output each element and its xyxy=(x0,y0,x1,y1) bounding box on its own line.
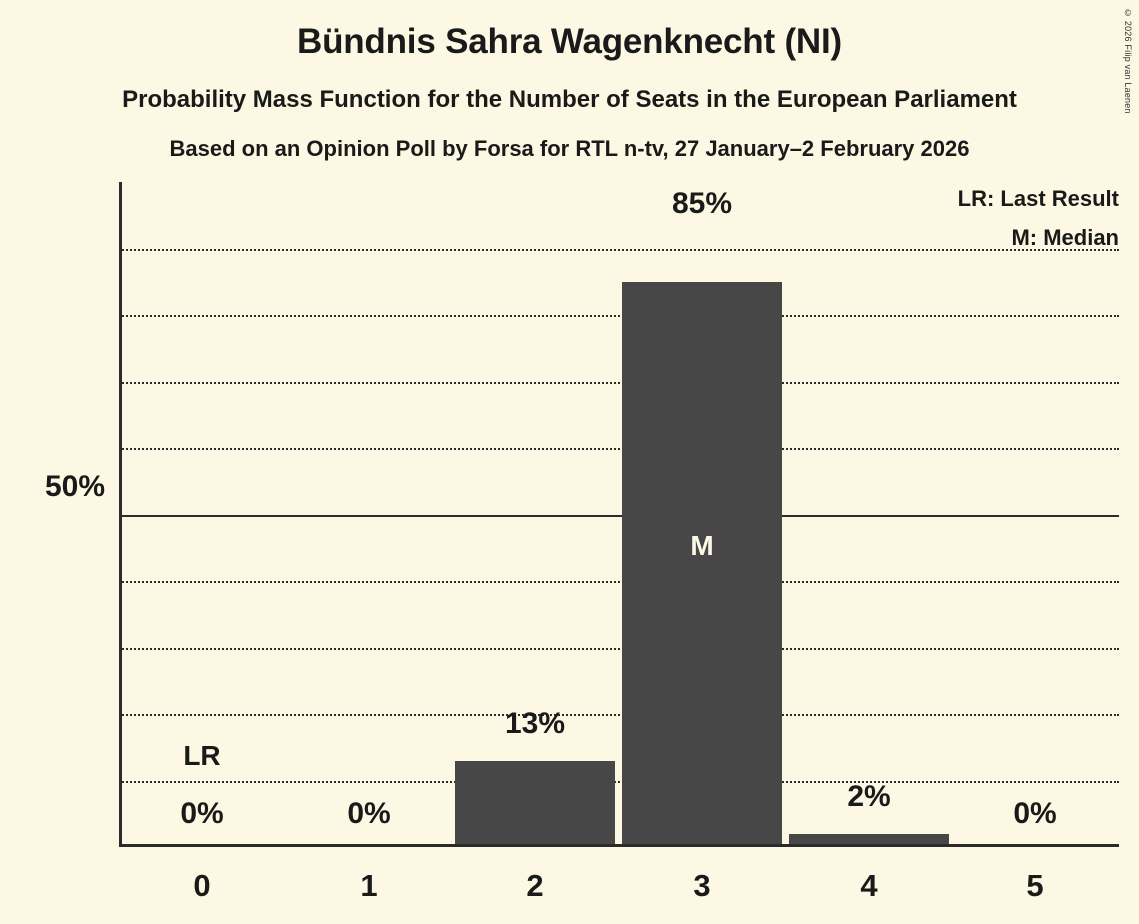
gridline-20 xyxy=(119,714,1119,716)
x-tick-0: 0 xyxy=(193,868,211,903)
chart-source-subtitle: Based on an Opinion Poll by Forsa for RTL n-tv, 27 January–2 February 2026 xyxy=(169,136,970,161)
gridline-50 xyxy=(119,515,1119,517)
gridline-90 xyxy=(119,249,1119,251)
bar-label-1: 0% xyxy=(347,797,391,830)
chart-subtitle: Probability Mass Function for the Number of Seats in the European Parliament xyxy=(122,86,1017,113)
gridline-10 xyxy=(119,781,1119,783)
plot-area xyxy=(119,182,1119,847)
gridline-70 xyxy=(119,382,1119,384)
x-tick-3: 3 xyxy=(693,868,711,903)
bar-2 xyxy=(455,761,615,847)
last-result-marker: LR xyxy=(183,740,221,771)
copyright-notice: © 2026 Filip van Laenen xyxy=(1123,8,1133,114)
gridline-30 xyxy=(119,648,1119,650)
y-axis-label-50: 50% xyxy=(44,470,105,503)
gridline-80 xyxy=(119,315,1119,317)
bar-label-5: 0% xyxy=(1013,797,1057,830)
gridline-60 xyxy=(119,448,1119,450)
x-tick-1: 1 xyxy=(360,868,378,903)
bar-label-3: 85% xyxy=(671,187,733,220)
bar-label-2: 13% xyxy=(504,707,566,740)
legend-entry-last-result: LR: Last Result xyxy=(957,186,1119,211)
bar-label-4: 2% xyxy=(847,780,891,813)
bar-label-0: 0% xyxy=(180,797,224,830)
x-tick-2: 2 xyxy=(526,868,544,903)
gridline-40 xyxy=(119,581,1119,583)
x-tick-5: 5 xyxy=(1026,868,1044,903)
x-tick-4: 4 xyxy=(860,868,878,903)
x-axis xyxy=(119,844,1119,847)
bar-3 xyxy=(622,282,782,847)
chart-title: Bündnis Sahra Wagenknecht (NI) xyxy=(297,22,842,61)
legend-entry-median: M: Median xyxy=(1011,225,1119,250)
median-marker: M xyxy=(690,530,714,561)
y-axis xyxy=(119,182,122,847)
